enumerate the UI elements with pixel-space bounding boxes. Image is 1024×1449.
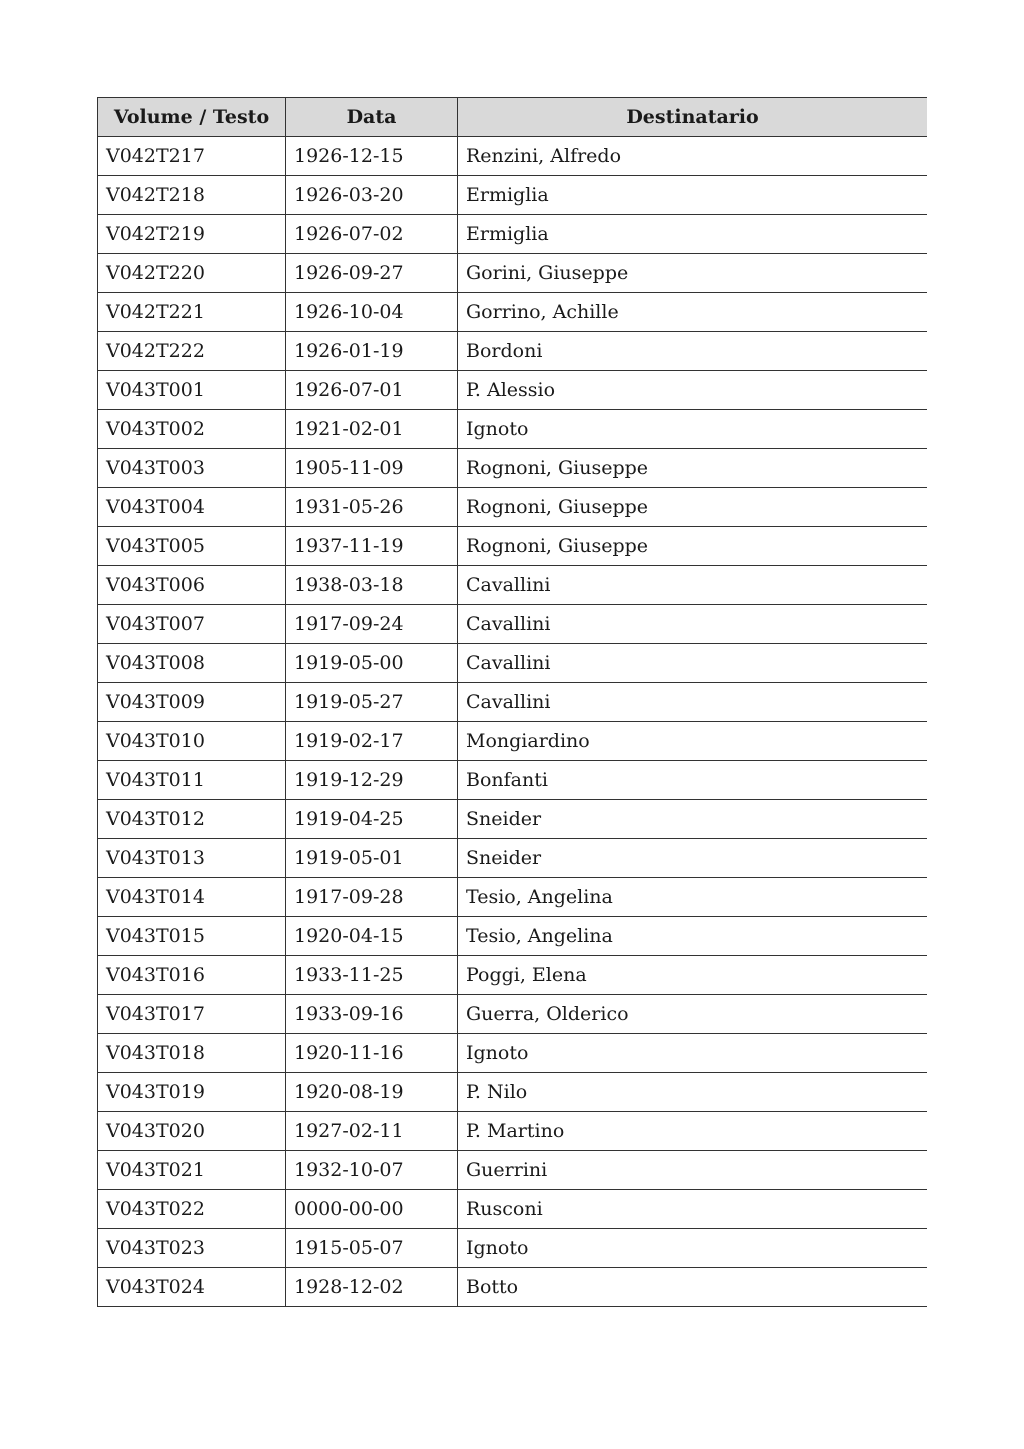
table-row [98,683,928,722]
table-row [98,1268,928,1307]
cell-volume-testo: V043T002 [98,410,286,449]
cell-destinatario: Gorrino, Achille [458,293,928,332]
cell-data: 1926-03-20 [286,176,458,215]
table-body [98,137,928,1307]
table-row [98,332,928,371]
cell-volume-testo: V043T012 [98,800,286,839]
table-row [98,878,928,917]
cell-data: 1919-02-17 [286,722,458,761]
cell-destinatario: Bordoni [458,332,928,371]
cell-volume-testo: V043T013 [98,839,286,878]
cell-destinatario: Ignoto [458,1229,928,1268]
cell-volume-testo: V043T004 [98,488,286,527]
cell-volume-testo: V043T019 [98,1073,286,1112]
cell-volume-testo: V042T221 [98,293,286,332]
cell-destinatario: Rognoni, Giuseppe [458,488,928,527]
cell-data: 1926-09-27 [286,254,458,293]
cell-volume-testo: V043T005 [98,527,286,566]
table-row [98,1229,928,1268]
cell-data: 1938-03-18 [286,566,458,605]
cell-volume-testo: V043T003 [98,449,286,488]
cell-volume-testo: V043T007 [98,605,286,644]
cell-destinatario: Cavallini [458,683,928,722]
cell-data: 1919-04-25 [286,800,458,839]
cell-volume-testo: V042T219 [98,215,286,254]
cell-volume-testo: V043T022 [98,1190,286,1229]
letters-table [97,97,927,1307]
cell-data: 1919-05-27 [286,683,458,722]
cell-data: 1920-11-16 [286,1034,458,1073]
cell-volume-testo: V043T010 [98,722,286,761]
cell-destinatario: P. Martino [458,1112,928,1151]
cell-data: 1920-08-19 [286,1073,458,1112]
cell-data: 1937-11-19 [286,527,458,566]
cell-destinatario: Cavallini [458,605,928,644]
cell-destinatario: Gorini, Giuseppe [458,254,928,293]
cell-data: 1919-12-29 [286,761,458,800]
table-row [98,527,928,566]
table-row [98,956,928,995]
table-row [98,176,928,215]
cell-destinatario: Rusconi [458,1190,928,1229]
cell-destinatario: Guerra, Olderico [458,995,928,1034]
table-row [98,605,928,644]
table-row [98,722,928,761]
table-row [98,254,928,293]
cell-data: 1933-11-25 [286,956,458,995]
cell-data: 1927-02-11 [286,1112,458,1151]
header-data: Data [286,98,458,137]
cell-volume-testo: V042T217 [98,137,286,176]
cell-volume-testo: V043T016 [98,956,286,995]
letters-table-container [97,97,927,1312]
cell-volume-testo: V043T020 [98,1112,286,1151]
table-row [98,293,928,332]
table-row [98,371,928,410]
cell-destinatario: Guerrini [458,1151,928,1190]
cell-data: 1905-11-09 [286,449,458,488]
header-destinatario: Destinatario [458,98,928,137]
table-row [98,566,928,605]
cell-data: 1926-12-15 [286,137,458,176]
table-row [98,449,928,488]
cell-data: 1921-02-01 [286,410,458,449]
table-row [98,215,928,254]
cell-destinatario: Sneider [458,839,928,878]
cell-destinatario: Tesio, Angelina [458,917,928,956]
cell-volume-testo: V043T006 [98,566,286,605]
cell-data: 1926-07-02 [286,215,458,254]
cell-data: 1915-05-07 [286,1229,458,1268]
table-row [98,137,928,176]
cell-destinatario: Cavallini [458,566,928,605]
cell-destinatario: Sneider [458,800,928,839]
cell-destinatario: Renzini, Alfredo [458,137,928,176]
cell-destinatario: Bonfanti [458,761,928,800]
cell-destinatario: Poggi, Elena [458,956,928,995]
cell-destinatario: Rognoni, Giuseppe [458,449,928,488]
cell-volume-testo: V043T009 [98,683,286,722]
table-row [98,800,928,839]
table-row [98,1112,928,1151]
cell-data: 1926-07-01 [286,371,458,410]
cell-data: 1917-09-28 [286,878,458,917]
cell-volume-testo: V042T220 [98,254,286,293]
cell-data: 0000-00-00 [286,1190,458,1229]
table-row [98,488,928,527]
table-row [98,995,928,1034]
cell-volume-testo: V043T021 [98,1151,286,1190]
cell-destinatario: P. Alessio [458,371,928,410]
cell-data: 1932-10-07 [286,1151,458,1190]
cell-volume-testo: V043T001 [98,371,286,410]
table-row [98,1190,928,1229]
cell-destinatario: Botto [458,1268,928,1307]
cell-destinatario: Ermiglia [458,176,928,215]
table-row [98,761,928,800]
cell-volume-testo: V042T222 [98,332,286,371]
cell-destinatario: Rognoni, Giuseppe [458,527,928,566]
cell-volume-testo: V043T008 [98,644,286,683]
cell-volume-testo: V043T024 [98,1268,286,1307]
cell-data: 1917-09-24 [286,605,458,644]
cell-volume-testo: V043T015 [98,917,286,956]
cell-data: 1919-05-00 [286,644,458,683]
table-row [98,1073,928,1112]
cell-data: 1933-09-16 [286,995,458,1034]
cell-volume-testo: V043T018 [98,1034,286,1073]
cell-data: 1920-04-15 [286,917,458,956]
cell-volume-testo: V043T017 [98,995,286,1034]
cell-volume-testo: V043T011 [98,761,286,800]
cell-destinatario: Cavallini [458,644,928,683]
table-row [98,917,928,956]
cell-destinatario: Mongiardino [458,722,928,761]
table-row [98,410,928,449]
cell-data: 1926-01-19 [286,332,458,371]
cell-data: 1926-10-04 [286,293,458,332]
cell-destinatario: P. Nilo [458,1073,928,1112]
cell-destinatario: Ermiglia [458,215,928,254]
cell-destinatario: Ignoto [458,1034,928,1073]
cell-destinatario: Ignoto [458,410,928,449]
table-row [98,644,928,683]
table-row [98,1151,928,1190]
header-volume-testo: Volume / Testo [98,98,286,137]
cell-data: 1931-05-26 [286,488,458,527]
table-row [98,839,928,878]
cell-volume-testo: V042T218 [98,176,286,215]
cell-volume-testo: V043T014 [98,878,286,917]
cell-data: 1919-05-01 [286,839,458,878]
table-row [98,1034,928,1073]
cell-data: 1928-12-02 [286,1268,458,1307]
cell-volume-testo: V043T023 [98,1229,286,1268]
cell-destinatario: Tesio, Angelina [458,878,928,917]
table-header-row [98,98,928,137]
